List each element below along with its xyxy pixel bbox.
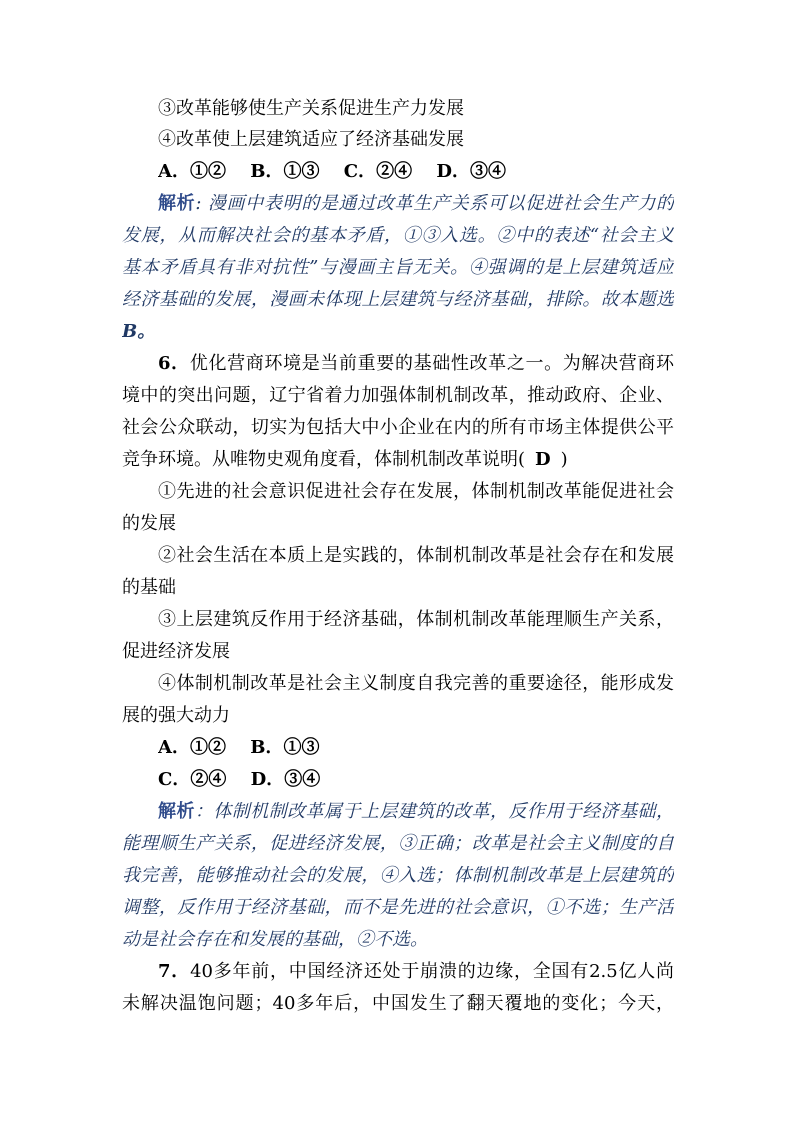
q6-answer: D [535,449,551,470]
q6-explanation-line-1: 解析：体制机制改革属于上层建筑的改革，反作用于经济基础， [158,801,674,822]
q6-item-3-line-1: ③上层建筑反作用于经济基础，体制机制改革能理顺生产关系， [158,609,674,630]
q6-explanation-line-3: 我完善，能够推动社会的发展，④入选；体制机制改革是上层建筑的 [122,865,674,886]
q6-option-c: C．②④ [158,769,227,790]
q5-explanation-line-1: 解析: 漫画中表明的是通过改革生产关系可以促进社会生产力的 [158,193,674,214]
q6-stem-line-1: 6．优化营商环境是当前重要的基础性改革之一。为解决营商环 [158,353,674,374]
q6-stem-line-2: 境中的突出问题，辽宁省着力加强体制机制改革，推动政府、企业、 [122,385,674,406]
q6-number: 6． [158,353,190,374]
q5-options [158,156,674,188]
q5-item-3: ③改革能够使生产关系促进生产力发展 [158,98,464,119]
q6-item-4-line-1: ④体制机制改革是社会主义制度自我完善的重要途径，能形成发 [158,673,674,694]
q6-item-2-line-1: ②社会生活在本质上是实践的，体制机制改革是社会存在和发展 [158,545,674,566]
q5-explanation-keyword: 解析 [158,193,196,214]
q5-option-c: C．②④ [343,161,413,182]
q6-explanation-line-5: 动是社会存在和发展的基础，②不选。 [122,929,428,950]
q6-options-row-1 [158,732,674,764]
q5-item-4: ④改革使上层建筑适应了经济基础发展 [158,129,464,150]
q6-item-1-line-2: 的发展 [122,513,176,534]
q7-stem-line-2: 未解决温饱问题；40多年后，中国发生了翻天覆地的变化；今天， [122,993,674,1014]
q6-item-3-line-2: 促进经济发展 [122,641,230,662]
q6-explanation-line-4: 调整，反作用于经济基础，而不是先进的社会意识，①不选；生产活 [122,897,674,918]
q5-explanation-line-2: 发展，从而解决社会的基本矛盾，①③入选。②中的表述“社会主义 [122,225,674,246]
q6-option-b: B．①③ [250,737,320,758]
q6-explanation-keyword: 解析 [158,801,195,822]
q6-explanation-line-2: 能理顺生产关系，促进经济发展，③正确；改革是社会主义制度的自 [122,833,674,854]
q6-stem-line-3: 社会公众联动，切实为包括大中小企业在内的所有市场主体提供公平 [122,417,674,438]
q5-option-b: B．①③ [250,161,320,182]
q6-stem-line-4: 竞争环境。从唯物史观角度看，体制机制改革说明( D ) [122,444,674,476]
q5-explanation-line-3: 基本矛盾具有非对抗性”与漫画主旨无关。④强调的是上层建筑适应 [122,257,674,278]
q6-item-1-line-1: ①先进的社会意识促进社会存在发展，体制机制改革能促进社会 [158,481,674,502]
q5-option-d: D．③④ [436,161,506,182]
q5-explanation-line-5: B。 [122,321,156,342]
q5-option-a: A．①② [158,161,226,182]
q6-option-a: A．①② [158,737,226,758]
q7-stem-line-1: 7．40多年前，中国经济还处于崩溃的边缘，全国有2.5亿人尚 [158,961,674,982]
q6-option-d: D．③④ [250,769,321,790]
q6-item-2-line-2: 的基础 [122,577,176,598]
q6-options-row-2 [158,764,674,796]
q7-number: 7． [158,961,191,982]
q5-explanation-line-4: 经济基础的发展，漫画未体现上层建筑与经济基础，排除。故本题选 [122,289,674,310]
q6-item-4-line-2: 展的强大动力 [122,705,230,726]
